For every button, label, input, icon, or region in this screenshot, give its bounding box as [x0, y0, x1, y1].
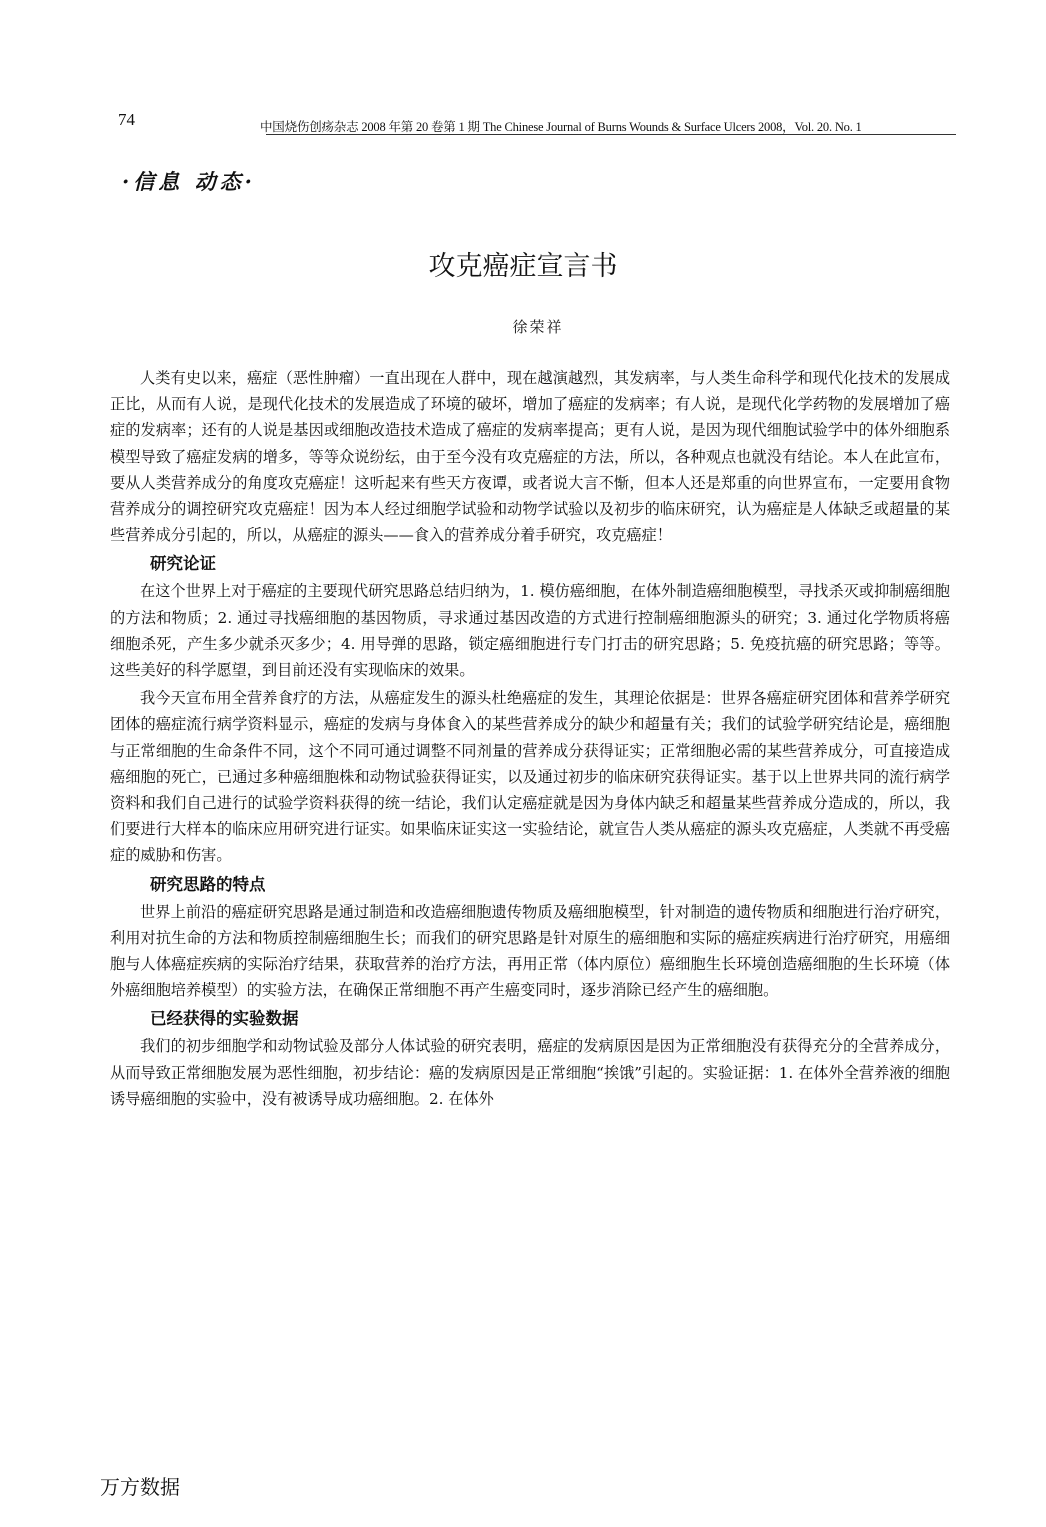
intro-paragraph: 人类有史以来，癌症（恶性肿瘤）一直出现在人群中，现在越演越烈，其发病率，与人类生命科学和现代化技术的发展成正比，从而有人说，是现代化技术的发展造成了环境的破坏，增加了癌症的发病率；有人说，是现代化学药物的发展增加了癌症的发病率；还有的人说是基因或细胞改造技术造成了癌症的发病率提高；更有人说，是因为现代细胞试验学中的体外细胞系模型导致了癌症发病的增多，等等众说纷纭，由于至今没有攻克癌症的方法，所以，各种观点也就没有结论。本人在此宣布，要从人类营养成分的角度攻克癌症！这听起来有些天方夜谭，或者说大言不惭，但本人还是郑重的向世界宣布，一定要用食物营养成分的调控研究攻克癌症！因为本人经过细胞学试验和动物学试验以及初步的临床研究，认为癌症是人体缺乏或超量的某些营养成分引起的，所以，从癌症的源头——食入的营养成分着手研究，攻克癌症！ — [110, 369, 950, 545]
paragraph: 我今天宣布用全营养食疗的方法，从癌症发生的源头杜绝癌症的发生，其理论依据是：世界各癌症研究团体和营养学研究团体的癌症流行病学资料显示，癌症的发病与身体食入的某些营养成分的缺少和超量有关；我们的试验学研究结论是，癌细胞与正常细胞的生命条件不同，这个不同可通过调整不同剂量的营养成分获得证实；正常细胞必需的某些营养成分，可直接造成癌细胞的死亡，已通过多种癌细胞株和动物试验获得证实，以及通过初步的临床研究获得证实。基于以上世界共同的流行病学资料和我们自己进行的试验学资料获得的统一结论，我们认定癌症就是因为身体内缺乏和超量某些营养成分造成的，所以，我们要进行大样本的临床应用研究进行证实。如果临床证实这一实验结论，就宣告人类从癌症的源头攻克癌症，人类就不再受癌症的威胁和伤害。 — [110, 689, 950, 865]
article-author: 徐荣祥 — [512, 318, 564, 336]
section-heading: 已经获得的实验数据 — [150, 1009, 299, 1029]
paragraph: 在这个世界上对于癌症的主要现代研究思路总结归纳为，1. 模仿癌细胞，在体外制造癌细胞模型，寻找杀灭或抑制癌细胞的方法和物质；2. 通过寻找癌细胞的基因物质，寻求通过基因改造的方式进行控制癌细胞源头的研究；3. 通过化学物质将癌细胞杀死，产生多少就杀灭多少；4. 用导弹的思路，锁定癌细胞进行专门打击的研究思路；5. 免疫抗癌的研究思路；等等。这些美好的科学愿望，到目前还没有实现临床的效果。 — [110, 582, 950, 680]
running-header: 中国烧伤创疡杂志 2008 年第 20 卷第 1 期 The Chinese Journal of Burns Wounds & Surface Ulcers 2008，Vol. 20. No. 1 — [260, 120, 862, 134]
section-heading: 研究论证 — [150, 554, 216, 574]
article-body — [110, 365, 950, 1112]
paragraph: 世界上前沿的癌症研究思路是通过制造和改造癌细胞遗传物质及癌细胞模型，针对制造的遗传物质和细胞进行治疗研究，利用对抗生命的方法和物质控制癌细胞生长；而我们的研究思路是针对原生的癌细胞和实际的癌症疾病进行治疗研究，用癌细胞与人体癌症疾病的实际治疗结果，获取营养的治疗方法，再用正常（体内原位）癌细胞生长环境创造癌细胞的生长环境（体外癌细胞培养模型）的实验方法，在确保正常细胞不再产生癌变同时，逐步消除已经产生的癌细胞。 — [110, 902, 950, 1000]
watermark: 万方数据 — [100, 1475, 180, 1499]
section-heading: 研究思路的特点 — [150, 874, 266, 894]
section-label: ·信息 动态· — [122, 169, 256, 194]
header-rule — [266, 134, 956, 135]
paragraph: 我们的初步细胞学和动物试验及部分人体试验的研究表明，癌症的发病原因是因为正常细胞没有获得充分的全营养成分，从而导致正常细胞发展为恶性细胞，初步结论：癌的发病原因是正常细胞“挨饿”引起的。实验证据：1. 在体外全营养液的细胞诱导癌细胞的实验中，没有被诱导成功癌细胞。2. 在体外 — [110, 1037, 950, 1108]
page-number: 74 — [118, 110, 135, 129]
article-title: 攻克癌症宣言书 — [428, 251, 618, 282]
